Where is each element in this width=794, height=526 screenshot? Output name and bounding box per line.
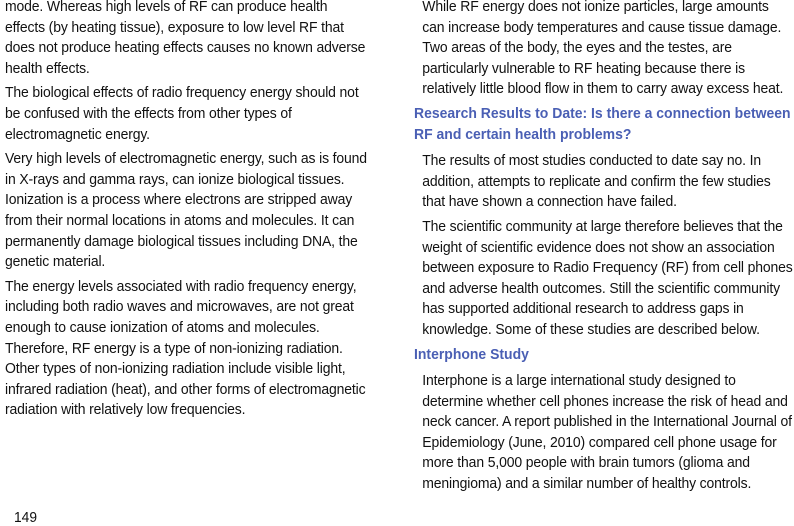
body-paragraph: mode. Whereas high levels of RF can produce health effects (by heating tissue), exposure to low level RF that does not produce heating effects causes no known adverse health effects. [5, 0, 366, 77]
right-column [414, 0, 793, 499]
body-paragraph: The scientific community at large therefore believes that the weight of scientific evidence does not show an association between exposure to Radio Frequency (RF) from cell phones and adverse health outcomes. Still the scientific community has supported additional research to address gaps in knowledge. Some of these studies are described below. [422, 217, 793, 338]
interphone-study-heading: Interphone Study [414, 345, 529, 363]
body-paragraph: While RF energy does not ionize particles, large amounts can increase body temperatures and cause tissue damage. Two areas of the body, the eyes and the testes, are particularly vulnerable to RF heating because there is relatively little blood flow in them to carry away excess heat. [422, 0, 784, 98]
body-paragraph: The results of most studies conducted to date say no. In addition, attempts to replicate and confirm the few studies that have shown a connection have failed. [422, 152, 771, 211]
body-paragraph: The energy levels associated with radio frequency energy, including both radio waves and microwaves, are not great enough to cause ionization of atoms and molecules. Therefore, RF energy is a type of non-ionizing radiation. Other types of non-ionizing radiation include visible light, infrared radiation (heat), and other forms of electromagnetic radiation with relatively low frequencies. [5, 277, 366, 419]
body-paragraph: Very high levels of electromagnetic energy, such as is found in X-rays and gamma rays, can ionize biological tissues. Ionization is a process where electrons are stripped away from their normal locations in atoms and molecules. It can permanently damage biological tissues including DNA, the genetic material. [5, 150, 367, 271]
body-paragraph: Interphone is a large international study designed to determine whether cell phones increase the risk of head and neck cancer. A report published in the International Journal of Epidemiology (June, 2010) compared cell phone usage for more than 5,000 people with brain tumors (glioma and meningioma) and a similar number of healthy controls. [422, 372, 792, 493]
page-number: 149 [14, 509, 38, 526]
research-results-heading: Research Results to Date: Is there a connection between RF and certain health problems? [414, 104, 791, 143]
left-column [5, 0, 369, 425]
body-paragraph: The biological effects of radio frequency energy should not be confused with the effects from other types of electromagnetic energy. [5, 84, 359, 143]
